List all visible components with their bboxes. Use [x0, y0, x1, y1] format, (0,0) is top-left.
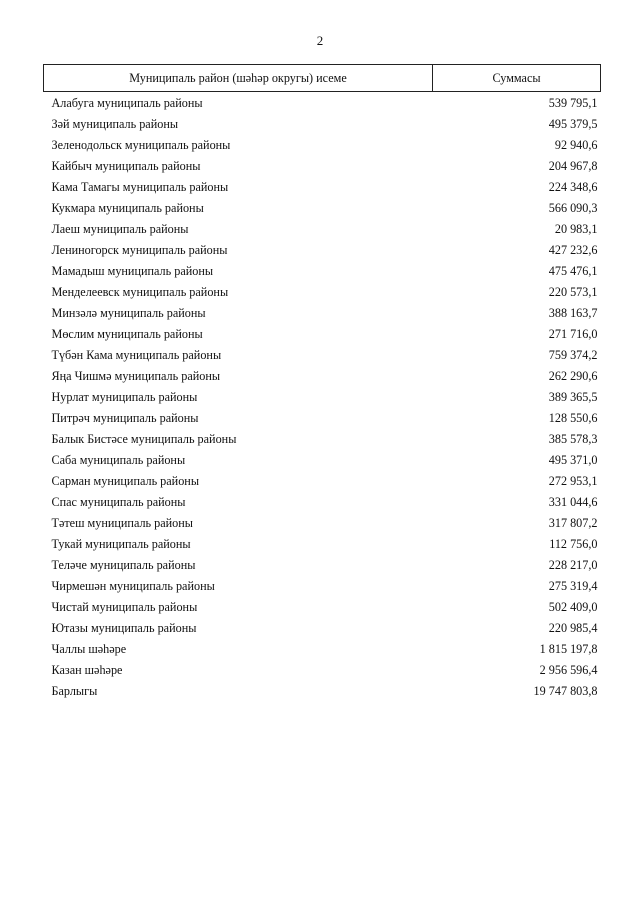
table-row [44, 260, 601, 281]
table-row [44, 596, 601, 617]
table-row [44, 134, 601, 155]
table-row [44, 533, 601, 554]
table-header-row [44, 65, 601, 92]
table-row [44, 617, 601, 638]
page-number: 2 [316, 33, 324, 48]
table-row [44, 218, 601, 239]
table-body [44, 92, 601, 702]
row-name: Балык Бистәсе муниципаль районы [51, 431, 237, 446]
row-name: Сарман муниципаль районы [51, 473, 200, 488]
row-amount: 317 807,2 [548, 515, 598, 530]
row-name: Чистай муниципаль районы [51, 599, 198, 614]
row-name: Чирмешән муниципаль районы [51, 578, 215, 593]
row-name: Кама Тамагы муниципаль районы [51, 179, 229, 194]
row-name: Саба муниципаль районы [51, 452, 186, 467]
table-row [44, 113, 601, 134]
row-name: Лениногорск муниципаль районы [51, 242, 228, 257]
row-name: Зеленодольск муниципаль районы [51, 137, 231, 152]
row-amount: 566 090,3 [548, 200, 598, 215]
row-amount: 385 578,3 [548, 431, 598, 446]
row-name: Тәтеш муниципаль районы [51, 515, 193, 530]
total-row [44, 680, 601, 701]
table-row [44, 92, 601, 114]
row-amount: 271 716,0 [548, 326, 598, 341]
row-name: Казан шәһәре [51, 662, 123, 677]
row-amount: 388 163,7 [548, 305, 598, 320]
row-name: Минзәлә муниципаль районы [51, 305, 206, 320]
table-row [44, 470, 601, 491]
row-amount: 220 573,1 [548, 284, 598, 299]
row-amount: 204 967,8 [548, 158, 598, 173]
row-amount: 224 348,6 [548, 179, 598, 194]
table-row [44, 638, 601, 659]
row-name: Теләче муниципаль районы [51, 557, 196, 572]
row-name: Алабуга муниципаль районы [51, 95, 203, 110]
row-amount: 275 319,4 [548, 578, 598, 593]
column-header-name: Муниципаль район (шәһәр округы) исеме [44, 65, 433, 92]
row-name: Яңа Чишмә муниципаль районы [51, 368, 221, 383]
row-amount: 502 409,0 [548, 599, 598, 614]
row-name: Тукай муниципаль районы [51, 536, 191, 551]
row-amount: 228 217,0 [548, 557, 598, 572]
row-name: Питрәч муниципаль районы [51, 410, 199, 425]
row-name: Кайбыч муниципаль районы [51, 158, 201, 173]
row-name: Нурлат муниципаль районы [51, 389, 198, 404]
row-amount: 475 476,1 [548, 263, 598, 278]
table-row [44, 575, 601, 596]
row-amount: 427 232,6 [548, 242, 598, 257]
table-row [44, 491, 601, 512]
row-name: Барлыгы [51, 683, 98, 698]
table-row [44, 554, 601, 575]
table-row [44, 176, 601, 197]
row-amount: 128 550,6 [548, 410, 598, 425]
column-header-amount: Суммасы [433, 65, 601, 92]
table-row [44, 365, 601, 386]
table-row [44, 659, 601, 680]
table-row [44, 512, 601, 533]
row-amount: 220 985,4 [548, 620, 598, 635]
row-amount: 92 940,6 [554, 137, 598, 152]
row-name: Лаеш муниципаль районы [51, 221, 189, 236]
table-row [44, 449, 601, 470]
allocation-table [43, 64, 601, 701]
row-name: Зәй муниципаль районы [51, 116, 179, 131]
table-row [44, 323, 601, 344]
table-row [44, 302, 601, 323]
row-amount: 495 371,0 [548, 452, 598, 467]
row-name: Чаллы шәһәре [51, 641, 127, 656]
row-amount: 272 953,1 [548, 473, 598, 488]
row-amount: 19 747 803,8 [533, 683, 598, 698]
row-name: Спас муниципаль районы [51, 494, 186, 509]
row-name: Мөслим муниципаль районы [51, 326, 203, 341]
row-amount: 2 956 596,4 [539, 662, 598, 677]
row-amount: 112 756,0 [549, 536, 598, 551]
row-amount: 1 815 197,8 [539, 641, 598, 656]
table-row [44, 344, 601, 365]
row-amount: 759 374,2 [548, 347, 598, 362]
row-amount: 331 044,6 [548, 494, 598, 509]
row-name: Мамадыш муниципаль районы [51, 263, 214, 278]
row-amount: 495 379,5 [548, 116, 598, 131]
row-amount: 20 983,1 [554, 221, 598, 236]
table-row [44, 407, 601, 428]
row-name: Кукмара муниципаль районы [51, 200, 204, 215]
table-row [44, 239, 601, 260]
table-row [44, 386, 601, 407]
row-name: Менделеевск муниципаль районы [51, 284, 229, 299]
table-row [44, 197, 601, 218]
table-row [44, 155, 601, 176]
table-row [44, 428, 601, 449]
row-amount: 539 795,1 [548, 95, 598, 110]
row-name: Ютазы муниципаль районы [51, 620, 197, 635]
row-amount: 262 290,6 [548, 368, 598, 383]
table-row [44, 281, 601, 302]
row-name: Түбән Кама муниципаль районы [51, 347, 222, 362]
row-amount: 389 365,5 [548, 389, 598, 404]
